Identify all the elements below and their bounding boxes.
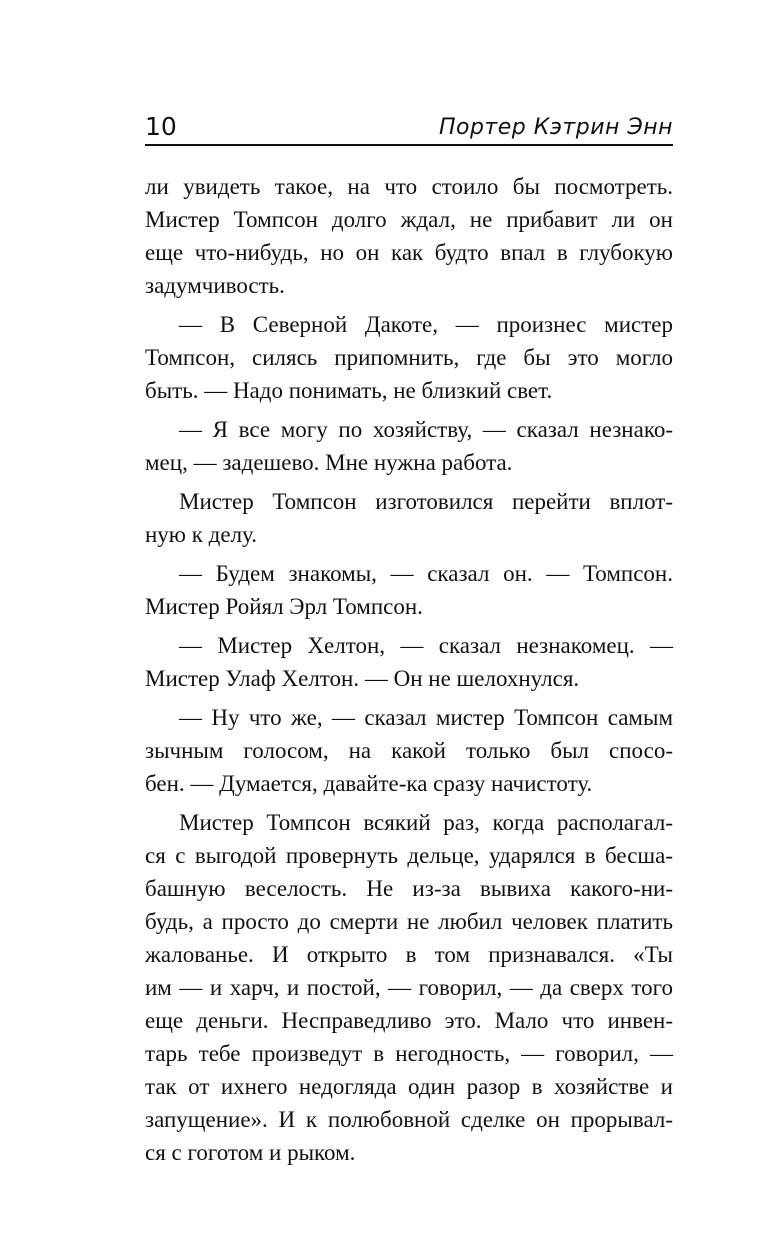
text-line: Мистер Улаф Хелтон. — Он не шелохнулся. <box>145 666 580 691</box>
paragraph <box>145 806 673 1169</box>
text-line: тарь тебе произведут в негодность, — говорил, — <box>145 1041 673 1066</box>
page-number: 10 <box>145 112 177 141</box>
paragraph <box>145 413 673 479</box>
text-line: ся с выгодой провернуть дельце, ударялся в бесша- <box>145 843 673 868</box>
text-line: им — и харч, и постой, — говорил, — да сверх того <box>145 975 673 1000</box>
text-line: жалованье. И открыто в том признавался. «Ты <box>145 942 673 967</box>
text-line: бен. — Думается, давайте-ка сразу начистоту. <box>145 771 593 796</box>
text-line: мец, — задешево. Мне нужна работа. <box>145 450 513 475</box>
book-title: Портер Кэтрин Энн <box>438 115 673 140</box>
text-line: Мистер Томпсон всякий раз, когда располагал- <box>179 810 673 835</box>
paragraph <box>145 629 673 695</box>
text-line: — Я все могу по хозяйству, — сказал незнако- <box>179 417 673 442</box>
text-line: — Будем знакомы, — сказал он. — Томпсон. <box>179 561 673 586</box>
text-line: задумчивость. <box>145 273 285 298</box>
text-line: ся с гоготом и рыком. <box>145 1140 356 1165</box>
text-line: башную веселость. Не из-за вывиха какого-ни- <box>145 876 673 901</box>
paragraph <box>145 557 673 623</box>
running-header <box>145 112 673 146</box>
text-line: Мистер Томпсон изготовился перейти вплот- <box>179 489 673 514</box>
text-line: — Ну что же, — сказал мистер Томпсон самым <box>179 705 673 730</box>
paragraph <box>145 308 673 407</box>
paragraph <box>145 701 673 800</box>
text-line: ли увидеть такое, на что стоило бы посмотреть. <box>145 174 673 199</box>
text-line: — В Северной Дакоте, — произнес мистер <box>179 312 673 337</box>
paragraph <box>145 485 673 551</box>
text-line: — Мистер Хелтон, — сказал незнакомец. — <box>179 633 673 658</box>
text-line: Томпсон, силясь припомнить, где бы это могло <box>145 345 673 370</box>
paragraph <box>145 170 673 302</box>
text-line: еще что-нибудь, но он как будто впал в глубокую <box>145 240 673 265</box>
text-line: Мистер Томпсон долго ждал, не прибавит ли он <box>145 207 673 232</box>
text-line: зычным голосом, на какой только был спосо- <box>145 738 673 763</box>
text-line: быть. — Надо понимать, не близкий свет. <box>145 378 553 403</box>
text-body <box>145 170 673 1175</box>
text-line: ную к делу. <box>145 522 258 547</box>
text-line: будь, а просто до смерти не любил человек платить <box>145 909 673 934</box>
text-line: еще деньги. Несправедливо это. Мало что инвен- <box>145 1008 673 1033</box>
text-line: Мистер Ройял Эрл Томпсон. <box>145 594 423 619</box>
text-line: запущение». И к полюбовной сделке он прорывал- <box>145 1107 673 1132</box>
text-line: так от ихнего недогляда один разор в хозяйстве и <box>145 1074 673 1099</box>
